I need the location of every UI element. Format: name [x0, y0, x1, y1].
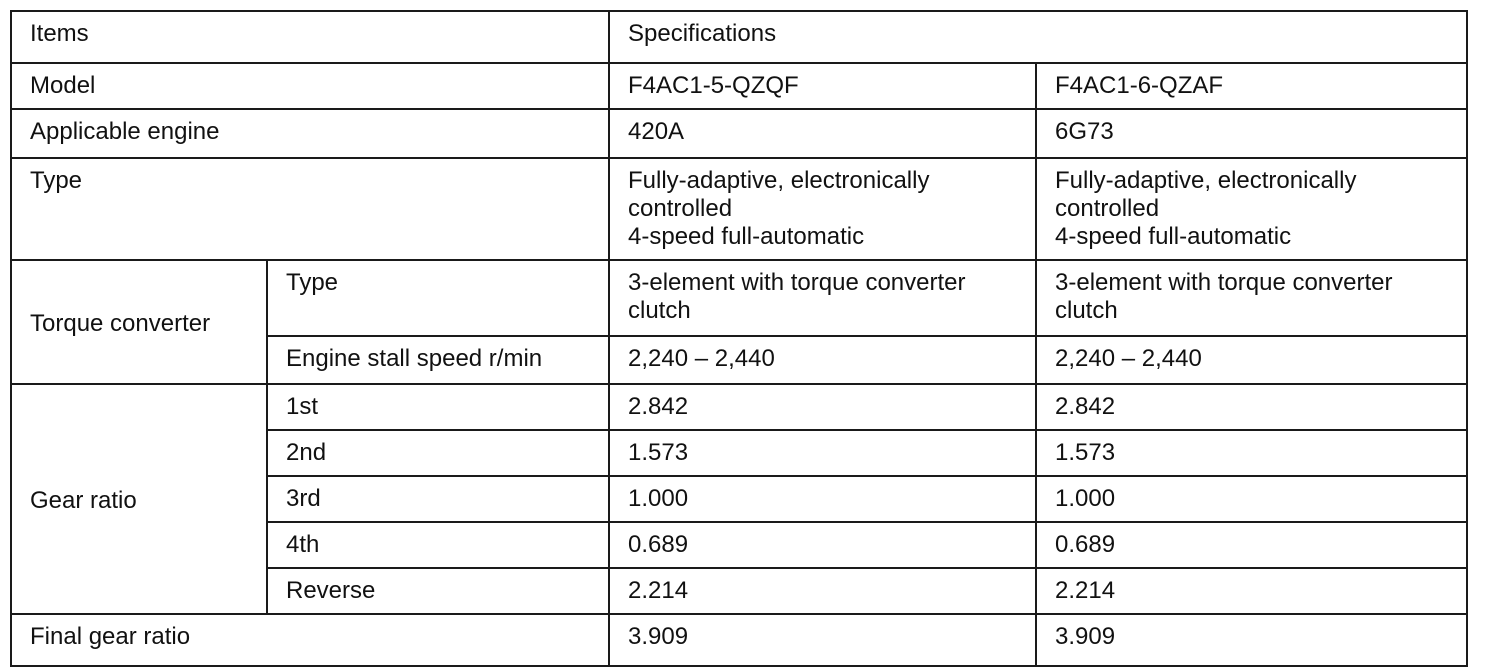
table-row-type: [11, 158, 1467, 260]
gear-label: 4th: [267, 522, 609, 568]
gear-col2: 2.842: [1036, 384, 1467, 430]
tc-type-col2-line1: 3-element with torque converter: [1055, 269, 1393, 296]
type-col2: [1036, 158, 1467, 260]
gear-col1: 1.000: [609, 476, 1036, 522]
gear-col1: 2.842: [609, 384, 1036, 430]
stall-col1: 2,240 – 2,440: [609, 336, 1036, 384]
tc-type-col2-line2: clutch: [1055, 297, 1118, 324]
gear-label: 3rd: [267, 476, 609, 522]
row-label-final-gear-ratio: Final gear ratio: [11, 614, 609, 666]
header-items-cell: Items: [11, 11, 609, 63]
gear-label: Reverse: [267, 568, 609, 614]
tc-type-col1-line1: 3-element with torque converter: [628, 269, 966, 296]
gear-col2: 1.000: [1036, 476, 1467, 522]
row-label-type: Type: [11, 158, 609, 260]
model-col2: F4AC1-6-QZAF: [1036, 63, 1467, 109]
row-label-gear-ratio: Gear ratio: [11, 384, 267, 614]
tc-type-col1-line2: clutch: [628, 297, 691, 324]
table-row-model: [11, 63, 1467, 109]
gear-label: 1st: [267, 384, 609, 430]
gear-col2: 0.689: [1036, 522, 1467, 568]
gear-col1: 1.573: [609, 430, 1036, 476]
stall-col2: 2,240 – 2,440: [1036, 336, 1467, 384]
sub-label-tc-type: Type: [267, 260, 609, 336]
engine-col1: 420A: [609, 109, 1036, 158]
tc-type-col2: [1036, 260, 1467, 336]
row-label-torque-converter: Torque converter: [11, 260, 267, 384]
gear-col2: 1.573: [1036, 430, 1467, 476]
final-col1: 3.909: [609, 614, 1036, 666]
table-row-engine: [11, 109, 1467, 158]
type-col2-line1: Fully-adaptive, electronically: [1055, 167, 1357, 194]
table-row-gear-1st: [11, 384, 1467, 430]
tc-type-col1: [609, 260, 1036, 336]
type-col2-line2: controlled: [1055, 195, 1160, 222]
row-label-engine: Applicable engine: [11, 109, 609, 158]
type-col1: [609, 158, 1036, 260]
engine-col2: 6G73: [1036, 109, 1467, 158]
model-col1: F4AC1-5-QZQF: [609, 63, 1036, 109]
gear-label: 2nd: [267, 430, 609, 476]
table-row-final-gear-ratio: [11, 614, 1467, 666]
sub-label-stall-speed: Engine stall speed r/min: [267, 336, 609, 384]
final-col2: 3.909: [1036, 614, 1467, 666]
gear-col2: 2.214: [1036, 568, 1467, 614]
specifications-table: [10, 10, 1468, 667]
row-label-model: Model: [11, 63, 609, 109]
type-col2-line3: 4-speed full-automatic: [1055, 223, 1292, 250]
header-row: [11, 11, 1467, 63]
type-col1-line3: 4-speed full-automatic: [628, 223, 865, 250]
type-col1-line1: Fully-adaptive, electronically: [628, 167, 930, 194]
table-row-torque-converter-type: [11, 260, 1467, 336]
gear-col1: 2.214: [609, 568, 1036, 614]
type-col1-line2: controlled: [628, 195, 733, 222]
gear-col1: 0.689: [609, 522, 1036, 568]
header-specifications-cell: Specifications: [609, 11, 1467, 63]
